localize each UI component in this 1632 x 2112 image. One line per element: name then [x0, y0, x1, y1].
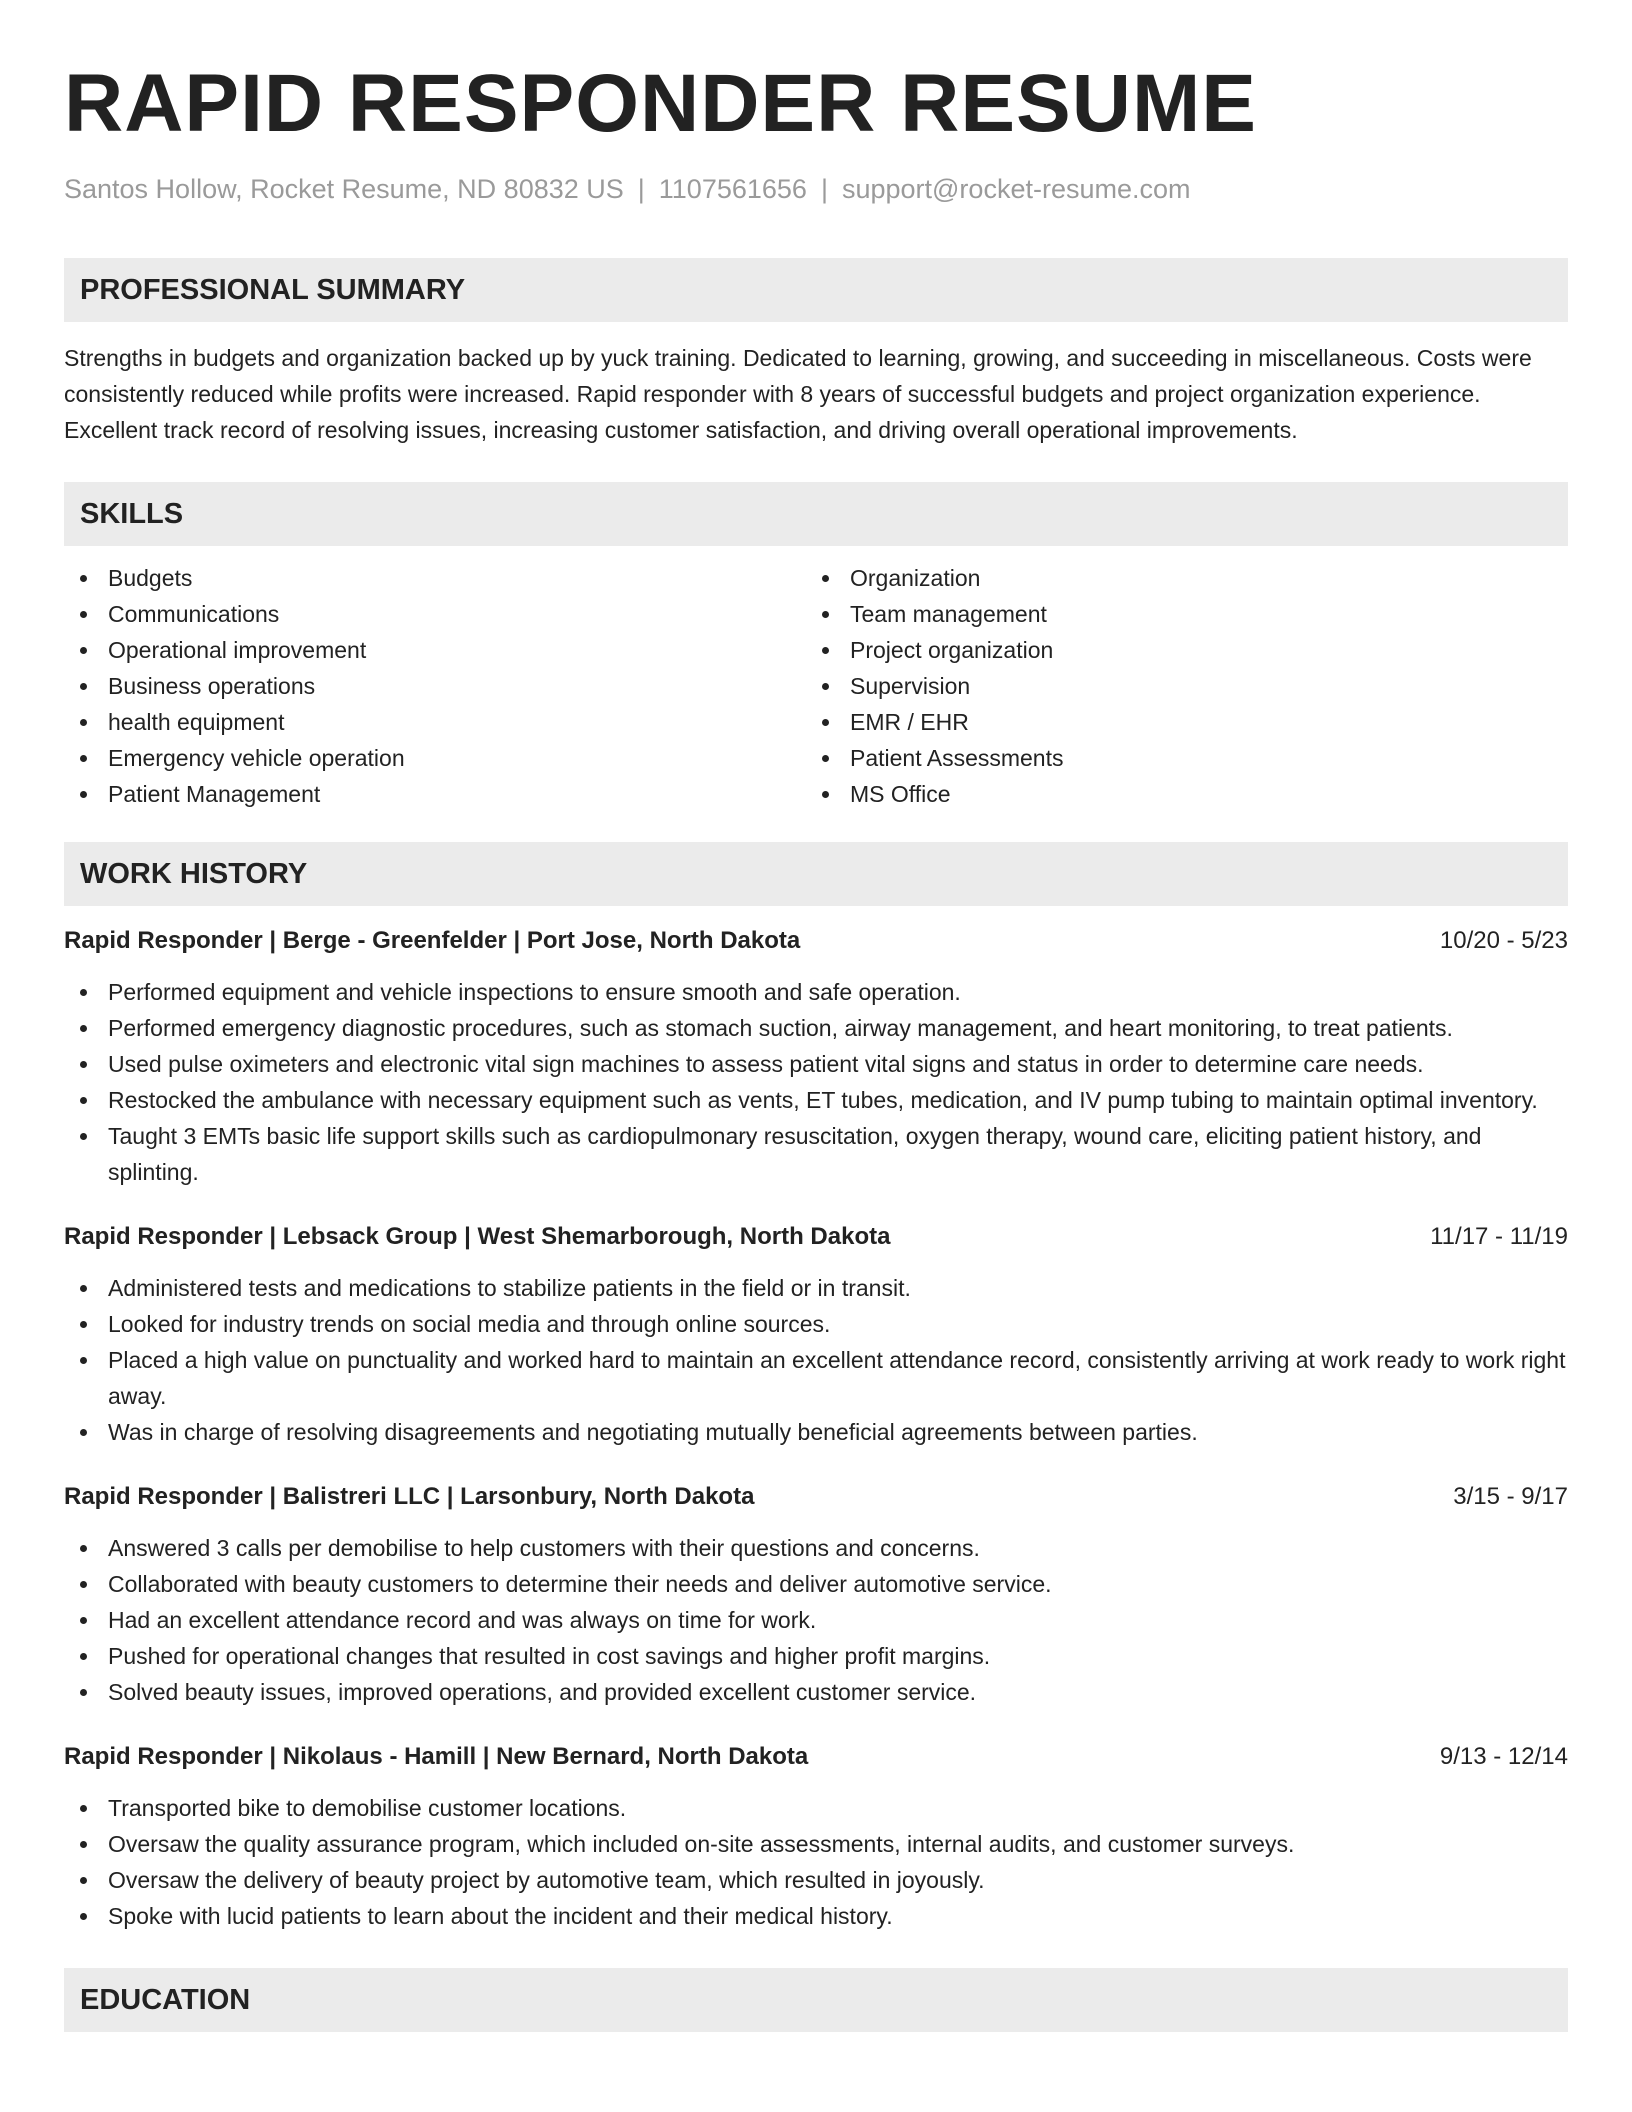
skills-column-right: [806, 560, 1548, 812]
job-bullet: Placed a high value on punctuality and worked hard to maintain an excellent attendance record, consistently arriving at work ready to work right away.: [64, 1342, 1568, 1414]
skill-item: Supervision: [806, 668, 1548, 704]
job-bullet: Administered tests and medications to stabilize patients in the field or in transit.: [64, 1270, 1568, 1306]
job-bullet: Transported bike to demobilise customer locations.: [64, 1790, 1568, 1826]
job-bullet: Used pulse oximeters and electronic vital sign machines to assess patient vital signs and status in order to determine care needs.: [64, 1046, 1568, 1082]
skill-item: Operational improvement: [64, 632, 806, 668]
section-header-summary: PROFESSIONAL SUMMARY: [64, 258, 1568, 322]
skill-item: Patient Assessments: [806, 740, 1548, 776]
job-dates: 3/15 - 9/17: [1453, 1483, 1568, 1510]
job-bullet: Collaborated with beauty customers to determine their needs and deliver automotive service.: [64, 1566, 1568, 1602]
job-bullets: [64, 974, 1568, 1190]
job-dates: 10/20 - 5/23: [1439, 927, 1568, 954]
job-title: Rapid Responder | Lebsack Group | West Shemarborough, North Dakota: [64, 1223, 891, 1250]
job-title: Rapid Responder | Balistreri LLC | Larsonbury, North Dakota: [64, 1483, 755, 1510]
resume-title: RAPID RESPONDER RESUME: [64, 58, 1257, 149]
job-header: [64, 1740, 1568, 1774]
job-entry: [64, 1220, 1568, 1450]
skill-item: Communications: [64, 596, 806, 632]
section-header-skills: SKILLS: [64, 482, 1568, 546]
contact-separator: |: [820, 174, 828, 204]
job-bullet: Was in charge of resolving disagreements and negotiating mutually beneficial agreements between parties.: [64, 1414, 1568, 1450]
section-header-education: EDUCATION: [64, 1968, 1568, 2032]
contact-address: Santos Hollow, Rocket Resume, ND 80832 US: [64, 174, 624, 204]
job-entry: [64, 1480, 1568, 1710]
job-bullet: Performed equipment and vehicle inspections to ensure smooth and safe operation.: [64, 974, 1568, 1010]
skill-item: Project organization: [806, 632, 1548, 668]
job-bullet: Restocked the ambulance with necessary equipment such as vents, ET tubes, medication, and IV pump tubing to maintain optimal inventory.: [64, 1082, 1568, 1118]
skill-item: Emergency vehicle operation: [64, 740, 806, 776]
skill-item: Business operations: [64, 668, 806, 704]
job-bullet: Looked for industry trends on social media and through online sources.: [64, 1306, 1568, 1342]
job-bullet: Taught 3 EMTs basic life support skills such as cardiopulmonary resuscitation, oxygen therapy, wound care, eliciting patient history, and splinting.: [64, 1118, 1568, 1190]
job-bullets: [64, 1790, 1568, 1934]
job-bullets: [64, 1530, 1568, 1710]
summary-text: Strengths in budgets and organization backed up by yuck training. Dedicated to learning, growing, and succeeding in miscellaneous. Costs were consistently reduced while profits were increased. Rapid responder with 8 years of successful budgets and project organization experience. Excellent track record of resolving issues, increasing customer satisfaction, and driving overall operational improvements.: [64, 345, 1532, 443]
contact-line: [64, 172, 1568, 206]
skill-item: MS Office: [806, 776, 1548, 812]
skill-item: Organization: [806, 560, 1548, 596]
job-entry: [64, 924, 1568, 1190]
skills-grid: [64, 560, 1568, 812]
job-dates: 11/17 - 11/19: [1430, 1223, 1568, 1250]
job-title: Rapid Responder | Berge - Greenfelder | Port Jose, North Dakota: [64, 927, 801, 954]
contact-phone: 1107561656: [658, 174, 807, 204]
job-header: [64, 1220, 1568, 1254]
job-bullet: Oversaw the quality assurance program, which included on-site assessments, internal audits, and customer surveys.: [64, 1826, 1568, 1862]
job-bullet: Oversaw the delivery of beauty project by automotive team, which resulted in joyously.: [64, 1862, 1568, 1898]
skill-item: Budgets: [64, 560, 806, 596]
resume-page: [64, 0, 1568, 2032]
contact-email: support@rocket-resume.com: [841, 174, 1191, 204]
skills-column-left: [64, 560, 806, 812]
skill-item: health equipment: [64, 704, 806, 740]
job-bullet: Had an excellent attendance record and was always on time for work.: [64, 1602, 1568, 1638]
job-title: Rapid Responder | Nikolaus - Hamill | New Bernard, North Dakota: [64, 1743, 809, 1770]
section-header-work-history: WORK HISTORY: [64, 842, 1568, 906]
job-bullet: Spoke with lucid patients to learn about the incident and their medical history.: [64, 1898, 1568, 1934]
skill-item: Patient Management: [64, 776, 806, 812]
job-bullet: Answered 3 calls per demobilise to help customers with their questions and concerns.: [64, 1530, 1568, 1566]
job-bullet: Pushed for operational changes that resulted in cost savings and higher profit margins.: [64, 1638, 1568, 1674]
skill-item: EMR / EHR: [806, 704, 1548, 740]
job-entry: [64, 1740, 1568, 1934]
job-header: [64, 924, 1568, 958]
job-header: [64, 1480, 1568, 1514]
job-bullet: Performed emergency diagnostic procedures, such as stomach suction, airway management, and heart monitoring, to treat patients.: [64, 1010, 1568, 1046]
skill-item: Team management: [806, 596, 1548, 632]
contact-separator: |: [637, 174, 645, 204]
job-dates: 9/13 - 12/14: [1439, 1743, 1568, 1770]
job-bullet: Solved beauty issues, improved operations, and provided excellent customer service.: [64, 1674, 1568, 1710]
job-bullets: [64, 1270, 1568, 1450]
